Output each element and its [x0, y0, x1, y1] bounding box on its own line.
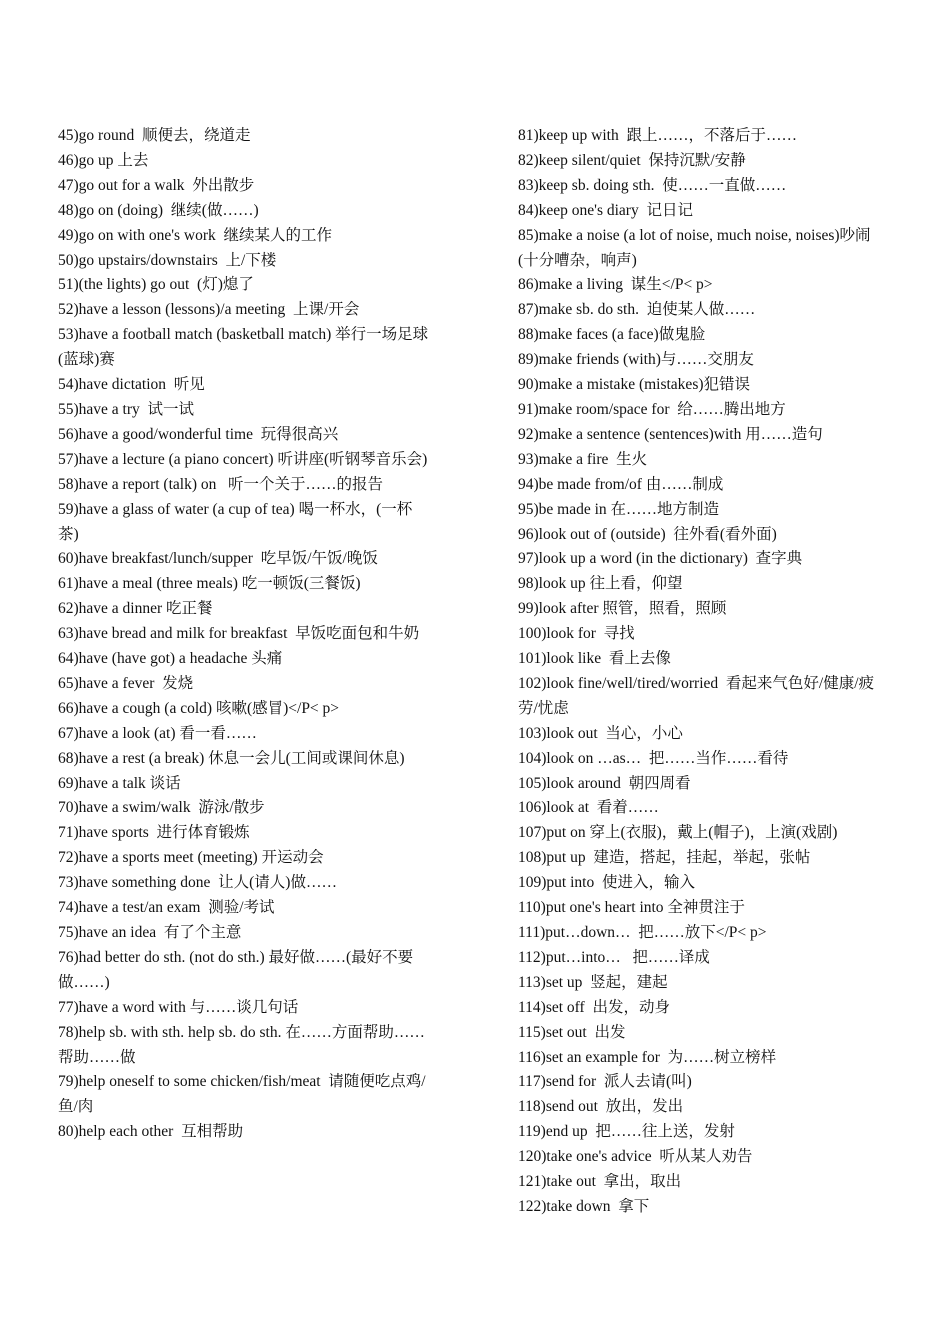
phrase-entry: 61)have a meal (three meals) 吃一顿饭(三餐饭) — [58, 575, 361, 593]
phrase-entry: 80)help each other 互相帮助 — [58, 1123, 244, 1141]
phrase-entry: 105)look around 朝四周看 — [518, 774, 691, 792]
phrase-entry: 62)have a dinner 吃正餐 — [58, 600, 213, 618]
phrase-entry: 108)put up 建造，搭起，挂起，举起，张帖 — [518, 849, 811, 867]
phrase-entry: 87)make sb. do sth. 迫使某人做…… — [518, 301, 756, 319]
phrase-entry: 59)have a glass of water (a cup of tea) 喝一杯水，(一杯茶) — [58, 500, 413, 543]
phrase-entry: 48)go on (doing) 继续(做……) — [58, 201, 259, 219]
phrase-entry: 79)help oneself to some chicken/fish/meat 请随便吃点鸡/鱼/肉 — [58, 1073, 426, 1116]
phrase-entry: 49)go on with one's work 继续某人的工作 — [58, 226, 333, 244]
phrase-entry: 90)make a mistake (mistakes)犯错误 — [518, 376, 751, 394]
phrase-entry: 67)have a look (at) 看一看…… — [58, 724, 257, 742]
phrase-entry: 71)have sports 进行体育锻炼 — [58, 824, 250, 842]
phrase-entry: 47)go out for a walk 外出散步 — [58, 176, 255, 194]
phrase-entry: 103)look out 当心，小心 — [518, 724, 683, 742]
phrase-entry: 106)look at 看着…… — [518, 799, 659, 817]
phrase-entry: 96)look out of (outside) 往外看(看外面) — [518, 525, 777, 543]
phrase-entry: 115)set out 出发 — [518, 1023, 626, 1041]
phrase-entry: 109)put into 使进入，输入 — [518, 874, 695, 892]
phrase-entry: 75)have an idea 有了个主意 — [58, 924, 242, 941]
phrase-entry: 101)look like 看上去像 — [518, 650, 671, 668]
phrase-entry: 93)make a fire 生火 — [518, 450, 648, 468]
phrase-entry: 121)take out 拿出，取出 — [518, 1173, 682, 1191]
phrase-entry: 95)be made in 在……地方制造 — [518, 500, 720, 518]
phrase-entry: 50)go upstairs/downstairs 上/下楼 — [58, 251, 277, 269]
phrase-entry: 56)have a good/wonderful time 玩得很高兴 — [58, 425, 339, 443]
phrase-entry: 122)take down 拿下 — [518, 1197, 650, 1215]
phrase-entry: 99)look after 照管，照看，照顾 — [518, 600, 727, 618]
phrase-entry: 77)have a word with 与……谈几句话 — [58, 998, 299, 1016]
right-column-phrase-list — [518, 124, 890, 1220]
phrase-entry: 64)have (have got) a headache 头痛 — [58, 650, 283, 668]
phrase-entry: 97)look up a word (in the dictionary) 查字典 — [518, 550, 803, 568]
phrase-entry: 81)keep up with 跟上……，不落后于…… — [518, 127, 797, 144]
phrase-entry: 65)have a fever 发烧 — [58, 674, 194, 692]
phrase-entry: 60)have breakfast/lunch/supper 吃早饭/午饭/晚饭 — [58, 550, 378, 568]
phrase-entry: 86)make a living 谋生</P< p> — [518, 276, 713, 294]
phrase-entry: 63)have bread and milk for breakfast 早饭吃面包和牛奶 — [58, 625, 420, 643]
phrase-entry: 119)end up 把……往上送，发射 — [518, 1123, 735, 1141]
phrase-entry: 111)put…down… 把……放下</P< p> — [518, 924, 767, 941]
phrase-entry: 85)make a noise (a lot of noise, much noise, noises)吵闹(十分嘈杂，响声) — [518, 226, 871, 269]
phrase-entry: 94)be made from/of 由……制成 — [518, 475, 724, 493]
phrase-entry: 117)send for 派人去请(叫) — [518, 1073, 692, 1091]
phrase-entry: 88)make faces (a face)做鬼脸 — [518, 326, 706, 344]
phrase-entry: 120)take one's advice 听从某人劝告 — [518, 1148, 753, 1166]
phrase-entry: 52)have a lesson (lessons)/a meeting 上课/开会 — [58, 301, 360, 319]
phrase-entry: 84)keep one's diary 记日记 — [518, 201, 693, 219]
phrase-entry: 113)set up 竖起，建起 — [518, 973, 668, 991]
phrase-entry: 98)look up 往上看，仰望 — [518, 575, 683, 593]
phrase-entry: 83)keep sb. doing sth. 使……一直做…… — [518, 176, 787, 194]
phrase-entry: 73)have something done 让人(请人)做…… — [58, 874, 337, 892]
phrase-entry: 69)have a talk 谈话 — [58, 774, 181, 792]
phrase-entry: 82)keep silent/quiet 保持沉默/安静 — [518, 151, 746, 169]
phrase-entry: 68)have a rest (a break) 休息一会儿(工间或课间休息) — [58, 749, 405, 767]
left-column-phrase-list — [58, 124, 433, 1145]
phrase-entry: 74)have a test/an exam 测验/考试 — [58, 899, 275, 917]
phrase-entry: 78)help sb. with sth. help sb. do sth. 在……方面帮助…… 帮助……做 — [58, 1023, 433, 1066]
phrase-entry: 55)have a try 试一试 — [58, 400, 195, 418]
phrase-entry: 54)have dictation 听见 — [58, 376, 205, 394]
phrase-entry: 89)make friends (with)与……交朋友 — [518, 351, 754, 369]
phrase-entry: 118)send out 放出，发出 — [518, 1098, 684, 1116]
phrase-entry: 66)have a cough (a cold) 咳嗽(感冒)</P< p> — [58, 699, 340, 717]
phrase-entry: 110)put one's heart into 全神贯注于 — [518, 899, 745, 917]
phrase-entry: 104)look on …as… 把……当作……看待 — [518, 749, 789, 767]
phrase-entry: 91)make room/space for 给……腾出地方 — [518, 400, 786, 418]
phrase-entry: 92)make a sentence (sentences)with 用……造句 — [518, 425, 823, 443]
phrase-entry: 116)set an example for 为……树立榜样 — [518, 1048, 777, 1066]
phrase-entry: 112)put…into… 把……译成 — [518, 948, 710, 966]
phrase-entry: 107)put on 穿上(衣服)，戴上(帽子)，上演(戏剧) — [518, 824, 838, 842]
phrase-entry: 58)have a report (talk) on 听一个关于……的报告 — [58, 475, 384, 493]
phrase-entry: 46)go up 上去 — [58, 151, 149, 169]
phrase-entry: 72)have a sports meet (meeting) 开运动会 — [58, 849, 324, 867]
phrase-entry: 102)look fine/well/tired/worried 看起来气色好/健康/疲劳/忧虑 — [518, 674, 875, 717]
phrase-entry: 76)had better do sth. (not do sth.) 最好做……(最好不要做……) — [58, 948, 414, 991]
phrase-entry: 70)have a swim/walk 游泳/散步 — [58, 799, 265, 817]
phrase-entry: 57)have a lecture (a piano concert) 听讲座(听钢琴音乐会) — [58, 450, 428, 468]
phrase-entry: 51)(the lights) go out (灯)熄了 — [58, 276, 254, 294]
phrase-entry: 100)look for 寻找 — [518, 625, 635, 643]
phrase-entry: 53)have a football match (basketball match) 举行一场足球(蓝球)赛 — [58, 326, 429, 369]
phrase-entry: 45)go round 顺便去，绕道走 — [58, 127, 251, 144]
phrase-entry: 114)set off 出发，动身 — [518, 998, 670, 1016]
